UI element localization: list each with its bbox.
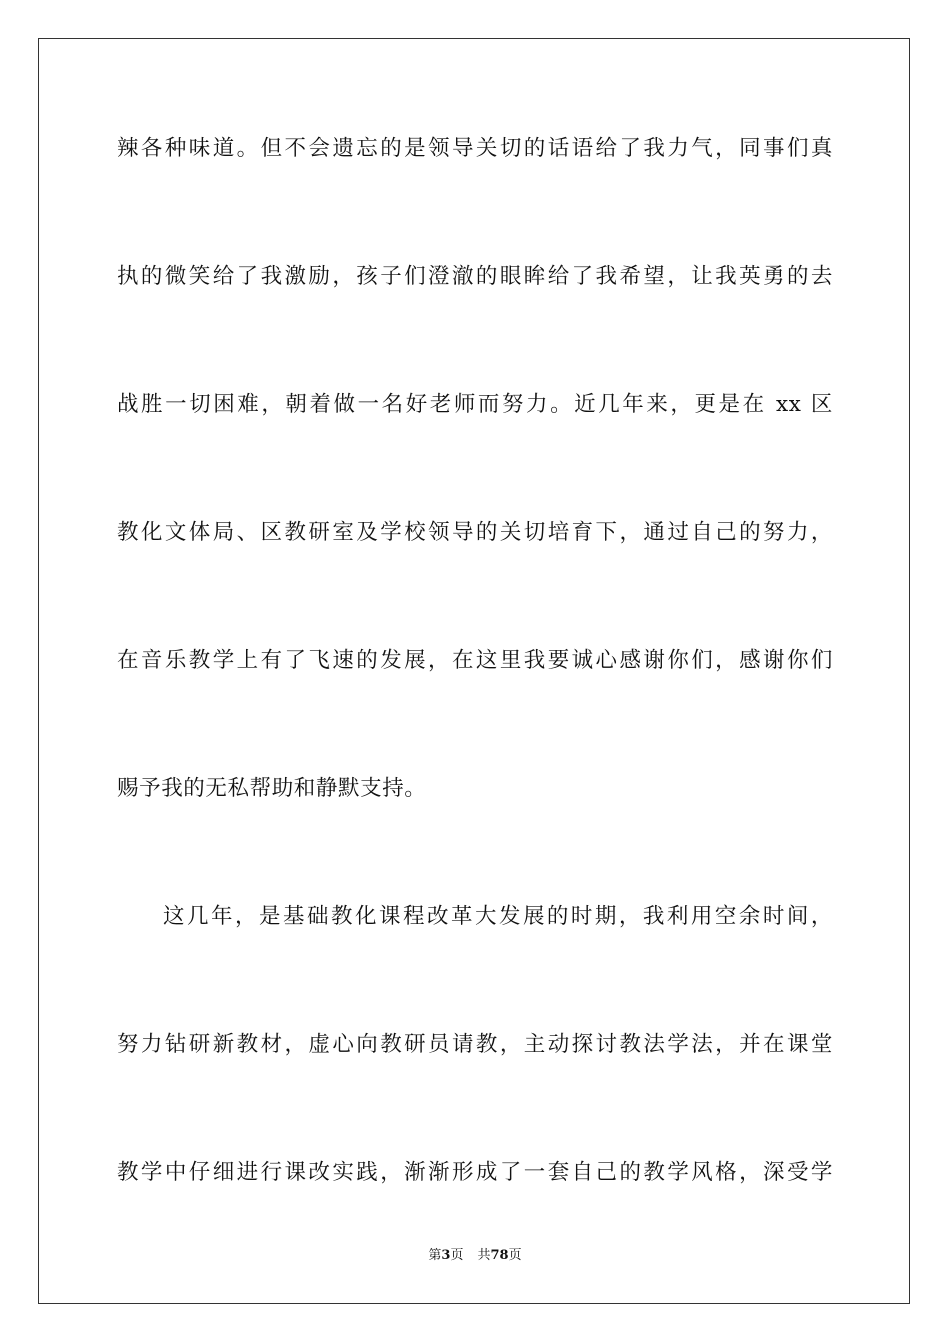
body-line-4: 教化文体局、区教研室及学校领导的关切培育下，通过自己的努力， [117,520,833,545]
body-line-2: 执的微笑给了我激励，孩子们澄澈的眼眸给了我希望，让我英勇的去 [117,264,833,289]
body-line-5: 在音乐教学上有了飞速的发展，在这里我要诚心感谢你们，感谢你们 [117,648,833,673]
page-prefix: 第 [428,1248,442,1263]
body-line-1: 辣各种味道。但不会遗忘的是领导关切的话语给了我力气，同事们真 [117,136,833,161]
total-prefix: 共 [477,1248,491,1263]
total-suffix: 页 [508,1248,522,1263]
page-footer [0,1248,950,1264]
body-line-3: 战胜一切困难，朝着做一名好老师而努力。近几年来，更是在 xx 区 [117,392,833,417]
body-line-6: 赐予我的无私帮助和静默支持。 [117,776,427,801]
body-line-7: 这几年，是基础教化课程改革大发展的时期，我利用空余时间， [163,904,833,929]
body-line-9: 教学中仔细进行课改实践，渐渐形成了一套自己的教学风格，深受学 [117,1160,833,1185]
page-number: 3 [441,1248,451,1263]
body-line-8: 努力钻研新教材，虚心向教研员请教，主动探讨教法学法，并在课堂 [117,1032,833,1057]
total-pages: 78 [490,1248,509,1263]
page-suffix: 页 [450,1248,464,1263]
